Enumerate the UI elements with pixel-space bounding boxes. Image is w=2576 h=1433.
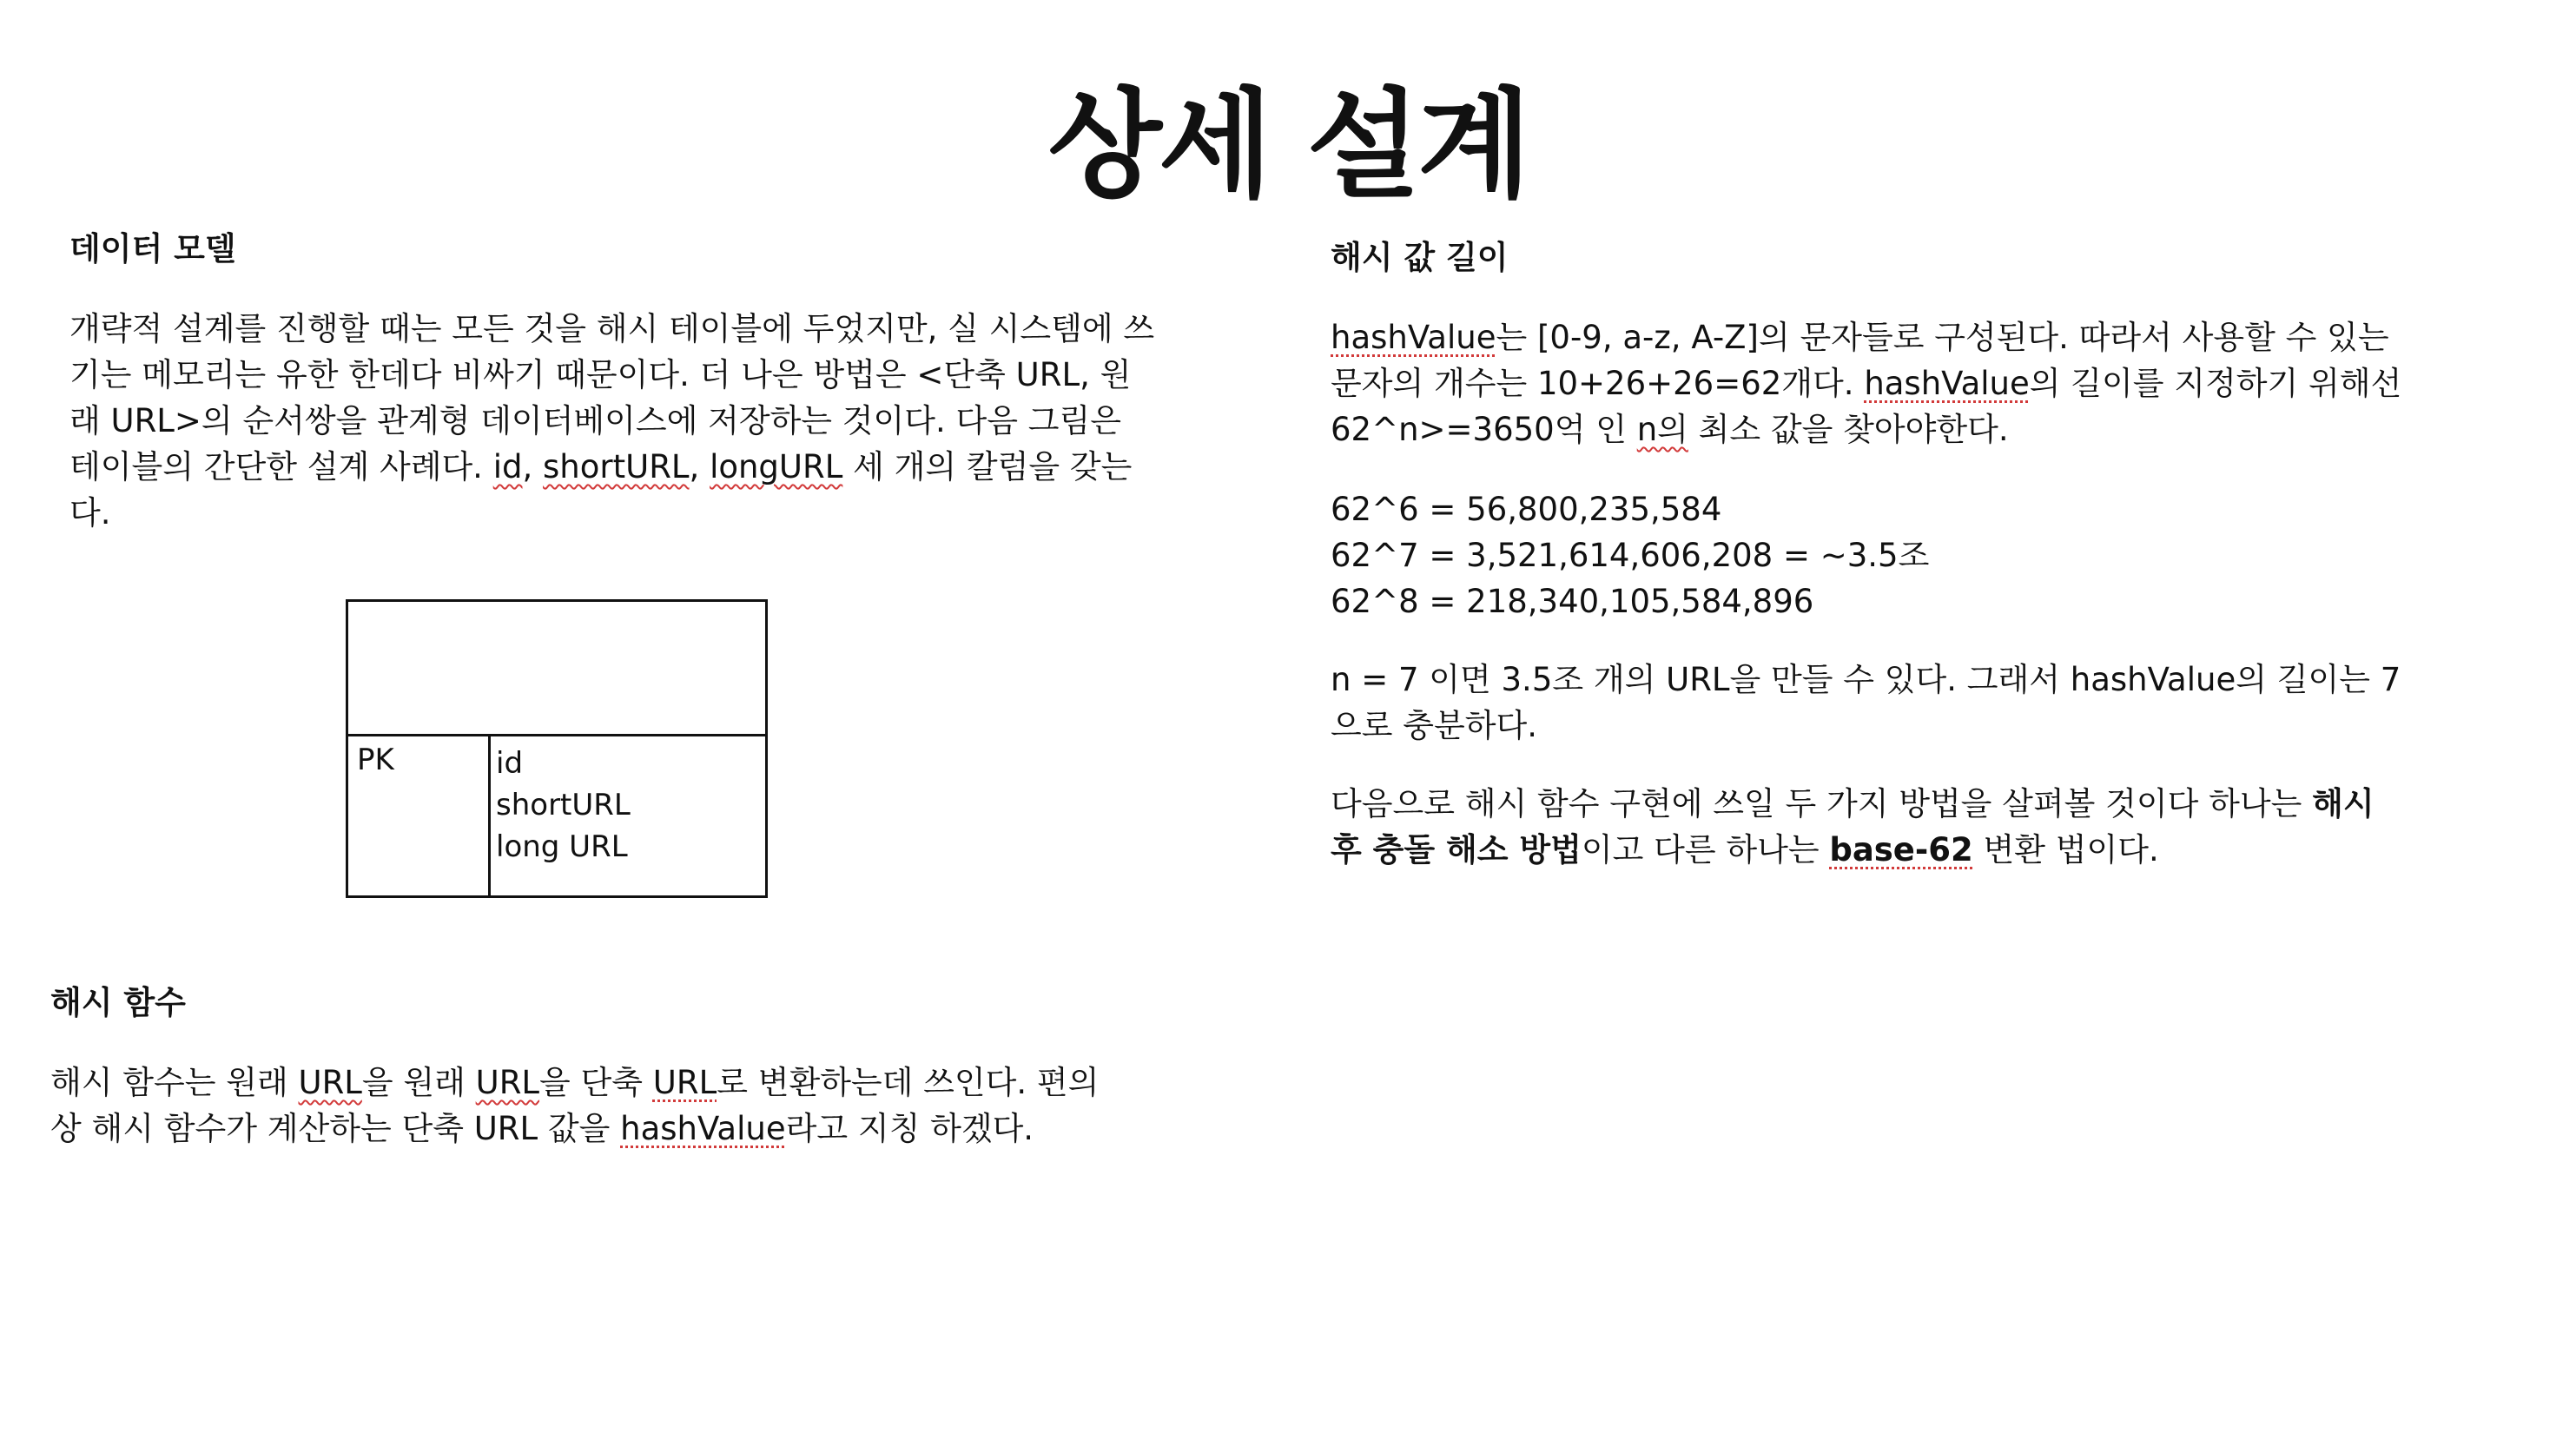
hash-function-line-2 [50, 1106, 1034, 1152]
text-segment: 이고 다른 하나는 [1581, 831, 1830, 868]
data-model-line-1: 개략적 설계를 진행할 때는 모든 것을 해시 테이블에 두었지만, 실 시스템에 쓰 [69, 310, 1155, 347]
hash-length-conclusion-line-2: 으로 충분하다. [1331, 707, 1537, 744]
term-hashvalue: hashValue [1331, 319, 1496, 356]
text-segment: 상 해시 함수가 계산하는 단축 URL 값을 [50, 1110, 621, 1147]
methods-line-2 [1331, 827, 2159, 873]
text-segment: , [522, 448, 544, 485]
term-collision-bold: 해시 [2312, 785, 2375, 822]
hash-length-line-1 [1331, 314, 2389, 360]
text-segment: 라고 지칭 하겠다. [785, 1110, 1034, 1147]
primary-key-label: PK [357, 743, 394, 777]
hash-length-line-3 [1331, 406, 2009, 452]
text-segment: 을 단축 [539, 1064, 653, 1101]
field-long-url: long URL [496, 829, 628, 864]
term-longurl: longURL [710, 448, 843, 485]
text-segment: 다음으로 해시 함수 구현에 쓰일 두 가지 방법을 살펴볼 것이다 하나는 [1331, 785, 2313, 822]
term-url: URL [475, 1064, 540, 1101]
data-model-line-3: 래 URL>의 순서쌍을 관계형 데이터베이스에 저장하는 것이다. 다음 그림은 [69, 402, 1122, 439]
text-segment: 62^n>=3650억 인 [1331, 411, 1637, 448]
text-segment: , [689, 448, 710, 485]
data-model-line-4 [69, 444, 1132, 490]
hash-function-line-1 [50, 1060, 1099, 1106]
text-segment: 문자의 개수는 10+26+26=62개다. [1331, 365, 1865, 402]
hash-function-heading: 해시 함수 [50, 984, 186, 1021]
field-short-url: shortURL [496, 788, 631, 822]
page-title: 상세 설계 [1047, 77, 1529, 215]
text-segment: 는 [0-9, a-z, A-Z]의 문자들로 구성된다. 따라서 사용할 수 있는 [1496, 319, 2389, 356]
term-url: URL [652, 1064, 717, 1101]
data-model-heading: 데이터 모델 [69, 230, 236, 267]
power-8-line: 62^8 = 218,340,105,584,896 [1331, 583, 1814, 620]
text-segment: 의 길이를 지정하기 위해선 [2029, 365, 2402, 402]
term-base62: base-62 [1829, 831, 1973, 868]
data-model-line-5: 다. [69, 494, 111, 532]
text-segment: 세 개의 칼럼을 갖는 [842, 448, 1133, 485]
text-segment: 최소 값을 찾아야한다. [1688, 411, 2009, 448]
term-hashvalue: hashValue [620, 1110, 786, 1147]
url-table-diagram [346, 599, 768, 898]
term-shorturl: shortURL [543, 448, 690, 485]
term-hashvalue: hashValue [1864, 365, 2030, 402]
text-segment: 변환 법이다. [1972, 831, 2159, 868]
term-collision-resolution: 후 충돌 해소 방법 [1331, 831, 1582, 868]
term-n: n의 [1636, 411, 1688, 448]
power-7-line: 62^7 = 3,521,614,606,208 = ~3.5조 [1331, 537, 1930, 574]
hash-length-line-2 [1331, 360, 2401, 406]
text-segment: 을 원래 [361, 1064, 476, 1101]
data-model-line-2: 기는 메모리는 유한 한데다 비싸기 때문이다. 더 나은 방법은 <단축 URL, 원 [69, 356, 1132, 393]
text-segment: 로 변환하는데 쓰인다. 편의 [717, 1064, 1100, 1101]
hash-length-conclusion-line-1: n = 7 이면 3.5조 개의 URL을 만들 수 있다. 그래서 hashValue의 길이는 7 [1331, 661, 2401, 698]
table-name-cell [348, 602, 765, 736]
primary-key-cell [348, 734, 491, 895]
text-segment: 해시 함수는 원래 [50, 1064, 299, 1101]
text-segment: 테이블의 간단한 설계 사례다. [69, 448, 493, 485]
term-id: id [492, 448, 523, 485]
field-id: id [496, 746, 524, 781]
power-6-line: 62^6 = 56,800,235,584 [1331, 491, 1722, 528]
methods-line-1 [1331, 781, 2375, 827]
term-url: URL [298, 1064, 362, 1101]
hash-length-heading: 해시 값 길이 [1331, 239, 1509, 276]
